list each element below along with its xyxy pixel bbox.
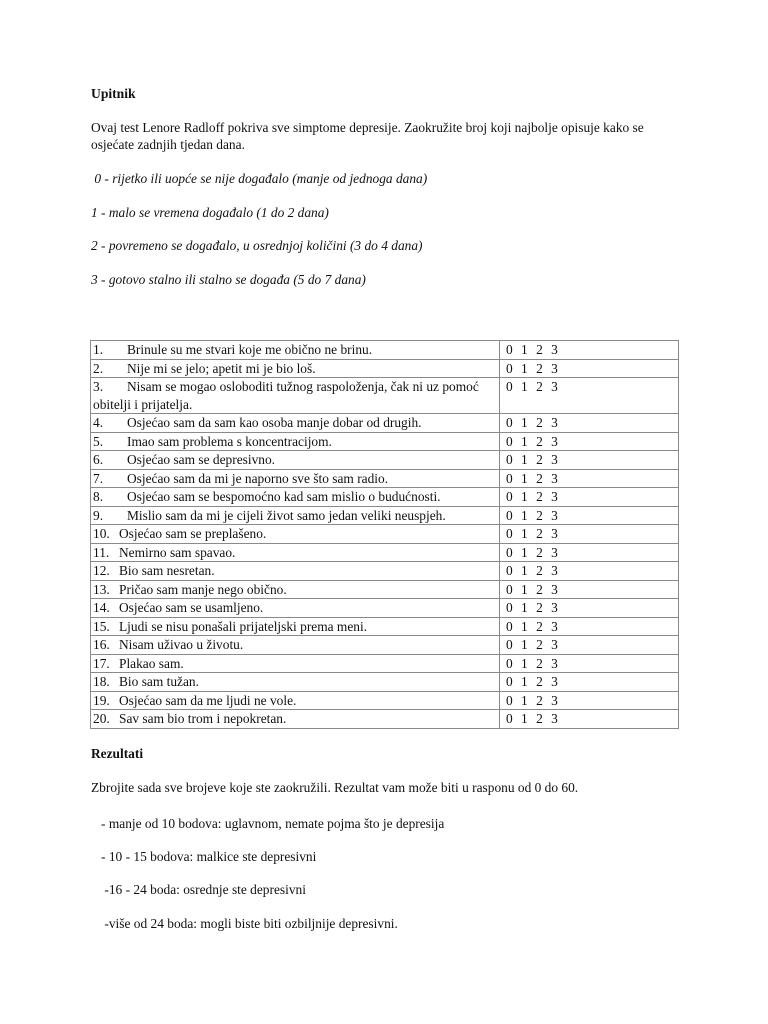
question-text: Bio sam tužan. [119, 674, 199, 689]
question-number: 5. [93, 433, 104, 449]
table-row [91, 378, 679, 414]
question-text: Imao sam problema s koncentracijom. [127, 433, 332, 449]
question-cell [91, 451, 500, 470]
table-row [91, 359, 679, 378]
question-text: Nemirno sam spavao. [119, 544, 236, 560]
question-text: Plakao sam. [119, 655, 184, 671]
result-range-0: - manje od 10 bodova: uglavnom, nemate pojma što je depresija [91, 816, 445, 831]
question-number: 13. [93, 581, 110, 597]
question-cell [91, 414, 500, 433]
question-number: 11. [93, 544, 110, 560]
answer-options[interactable]: 0 1 2 3 [500, 636, 679, 655]
table-row [91, 506, 679, 525]
table-row [91, 451, 679, 470]
result-range-1: - 10 - 15 bodova: malkice ste depresivni [91, 849, 317, 864]
question-text: Brinule su me stvari koje me obično ne brinu. [127, 342, 373, 357]
answer-options[interactable]: 0 1 2 3 [500, 673, 679, 692]
question-text: Bio sam nesretan. [119, 563, 215, 578]
question-number: 9. [93, 507, 104, 523]
table-row [91, 617, 679, 636]
question-number: 10. [93, 526, 110, 541]
table-row [91, 580, 679, 599]
question-number: 20. [93, 711, 110, 726]
question-cell [91, 359, 500, 378]
intro-paragraph: Ovaj test Lenore Radloff pokriva sve simptome depresije. Zaokružite broj koji najbolje opisuje kako se osjećate zadnjih tjedan dana. [91, 120, 644, 152]
question-text: Osjećao sam da mi je naporno sve što sam radio. [127, 470, 389, 486]
answer-options[interactable]: 0 1 2 3 [500, 691, 679, 710]
question-number: 7. [93, 470, 104, 486]
question-number: 8. [93, 489, 104, 504]
question-number: 4. [93, 415, 104, 430]
question-text: Pričao sam manje nego obično. [119, 581, 287, 597]
question-number: 19. [93, 692, 110, 708]
table-row [91, 432, 679, 451]
question-text: Mislio sam da mi je cijeli život samo jedan veliki neuspjeh. [127, 507, 446, 523]
table-row [91, 562, 679, 581]
question-cell [91, 378, 500, 414]
table-row [91, 543, 679, 562]
question-text: Osjećao sam se preplašeno. [119, 526, 267, 541]
question-text: Osjećao sam da me ljudi ne vole. [119, 692, 297, 708]
question-number: 14. [93, 600, 110, 615]
question-cell [91, 543, 500, 562]
question-cell [91, 691, 500, 710]
question-cell [91, 341, 500, 360]
answer-options[interactable]: 0 1 2 3 [500, 469, 679, 488]
page-title: Upitnik [91, 86, 136, 101]
question-text: Nisam uživao u životu. [119, 637, 244, 652]
question-text: Nije mi se jelo; apetit mi je bio loš. [127, 360, 316, 376]
question-cell [91, 488, 500, 507]
answer-options[interactable]: 0 1 2 3 [500, 617, 679, 636]
answer-options[interactable]: 0 1 2 3 [500, 562, 679, 581]
question-text: Nisam se mogao osloboditi tužnog raspoloženja, čak ni uz pomoć obitelji i prijatelja. [93, 379, 479, 412]
question-cell [91, 432, 500, 451]
answer-options[interactable]: 0 1 2 3 [500, 341, 679, 360]
answer-options[interactable]: 0 1 2 3 [500, 710, 679, 729]
answer-options[interactable]: 0 1 2 3 [500, 525, 679, 544]
question-number: 2. [93, 360, 104, 376]
result-range-2: -16 - 24 boda: osrednje ste depresivni [91, 882, 306, 897]
answer-options[interactable]: 0 1 2 3 [500, 543, 679, 562]
answer-options[interactable]: 0 1 2 3 [500, 654, 679, 673]
scale-line-3: 3 - gotovo stalno ili stalno se događa (5 do 7 dana) [91, 272, 366, 287]
question-cell [91, 710, 500, 729]
table-row [91, 654, 679, 673]
question-text: Ljudi se nisu ponašali prijateljski prema meni. [119, 618, 368, 634]
question-cell [91, 673, 500, 692]
question-cell [91, 506, 500, 525]
scale-line-2: 2 - povremeno se događalo, u osrednjoj količini (3 do 4 dana) [91, 238, 423, 253]
scale-line-0: 0 - rijetko ili uopće se nije događalo (manje od jednoga dana) [91, 171, 428, 186]
answer-options[interactable]: 0 1 2 3 [500, 488, 679, 507]
table-row [91, 469, 679, 488]
questionnaire-table [90, 340, 679, 729]
table-row [91, 636, 679, 655]
question-cell [91, 654, 500, 673]
question-cell [91, 599, 500, 618]
answer-options[interactable]: 0 1 2 3 [500, 359, 679, 378]
result-range-3: -više od 24 boda: mogli biste biti ozbiljnije depresivni. [91, 916, 398, 931]
table-row [91, 710, 679, 729]
question-number: 17. [93, 655, 110, 671]
table-row [91, 599, 679, 618]
answer-options[interactable]: 0 1 2 3 [500, 580, 679, 599]
answer-options[interactable]: 0 1 2 3 [500, 378, 679, 414]
question-cell [91, 636, 500, 655]
question-text: Osjećao sam se depresivno. [127, 452, 275, 467]
question-cell [91, 580, 500, 599]
question-number: 1. [93, 342, 104, 357]
table-row [91, 691, 679, 710]
answer-options[interactable]: 0 1 2 3 [500, 506, 679, 525]
table-row [91, 414, 679, 433]
question-cell [91, 617, 500, 636]
question-cell [91, 562, 500, 581]
table-row [91, 341, 679, 360]
question-text: Osjećao sam se bespomoćno kad sam mislio o budućnosti. [127, 489, 441, 504]
question-text: Sav sam bio trom i nepokretan. [119, 711, 287, 726]
question-text: Osjećao sam da sam kao osoba manje dobar od drugih. [127, 415, 422, 430]
question-number: 6. [93, 452, 104, 467]
question-number: 18. [93, 674, 110, 689]
answer-options[interactable]: 0 1 2 3 [500, 599, 679, 618]
table-row [91, 525, 679, 544]
question-number: 16. [93, 637, 110, 652]
table-row [91, 488, 679, 507]
answer-options[interactable]: 0 1 2 3 [500, 451, 679, 470]
question-cell [91, 525, 500, 544]
results-heading: Rezultati [91, 746, 144, 761]
scale-line-1: 1 - malo se vremena događalo (1 do 2 dana) [91, 205, 329, 220]
question-cell [91, 469, 500, 488]
results-intro: Zbrojite sada sve brojeve koje ste zaokružili. Rezultat vam može biti u rasponu od 0 do 60. [91, 780, 579, 795]
table-row [91, 673, 679, 692]
question-number: 15. [93, 618, 110, 634]
question-text: Osjećao sam se usamljeno. [119, 600, 264, 615]
question-number: 3. [93, 379, 104, 394]
answer-options[interactable]: 0 1 2 3 [500, 432, 679, 451]
answer-options[interactable]: 0 1 2 3 [500, 414, 679, 433]
question-number: 12. [93, 563, 110, 578]
